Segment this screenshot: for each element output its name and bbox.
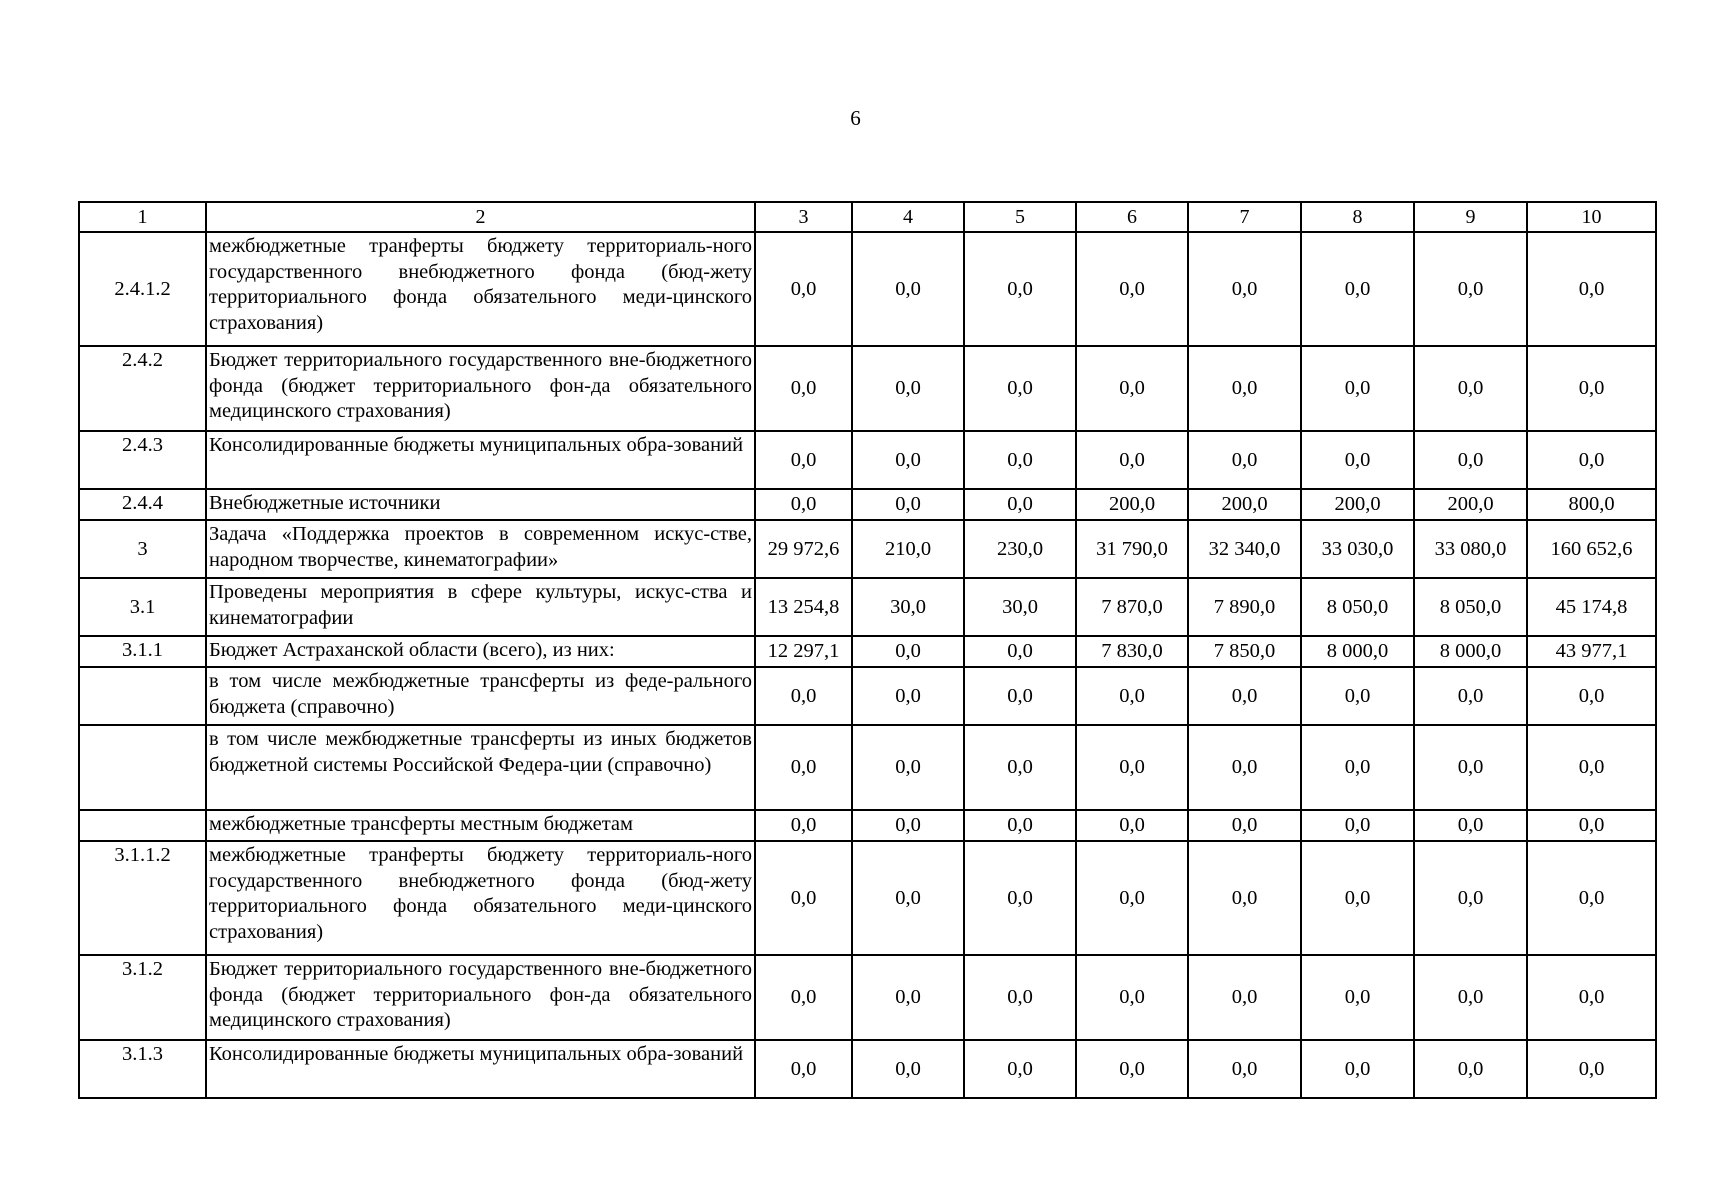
value-cell: 0,0 — [852, 431, 964, 489]
table-row — [79, 955, 1656, 1040]
value-cell: 0,0 — [1188, 841, 1301, 955]
row-description: Задача «Поддержка проектов в современном искус-стве, народном творчестве, кинематографии» — [206, 520, 755, 578]
value-cell: 0,0 — [1414, 955, 1527, 1040]
value-cell: 0,0 — [964, 489, 1076, 520]
value-cell: 7 850,0 — [1188, 636, 1301, 667]
row-code: 3.1 — [79, 578, 206, 636]
value-cell: 0,0 — [852, 636, 964, 667]
table-row — [79, 346, 1656, 431]
table-row — [79, 725, 1656, 810]
row-code: 3.1.2 — [79, 955, 206, 1040]
table-row — [79, 431, 1656, 489]
row-description: Бюджет территориального государственного вне-бюджетного фонда (бюджет территориального фон-да обязательного медицинского страхования) — [206, 346, 755, 431]
value-cell: 0,0 — [1188, 667, 1301, 725]
value-cell: 7 830,0 — [1076, 636, 1188, 667]
value-cell: 0,0 — [1188, 1040, 1301, 1098]
value-cell: 0,0 — [1527, 725, 1656, 810]
value-cell: 0,0 — [964, 725, 1076, 810]
table-row — [79, 636, 1656, 667]
row-code — [79, 810, 206, 841]
table-row — [79, 489, 1656, 520]
row-code: 3.1.3 — [79, 1040, 206, 1098]
value-cell: 0,0 — [1301, 346, 1414, 431]
value-cell: 0,0 — [1188, 725, 1301, 810]
value-cell: 0,0 — [1527, 667, 1656, 725]
value-cell: 0,0 — [755, 810, 852, 841]
value-cell: 0,0 — [964, 346, 1076, 431]
value-cell: 7 870,0 — [1076, 578, 1188, 636]
value-cell: 0,0 — [852, 346, 964, 431]
value-cell: 160 652,6 — [1527, 520, 1656, 578]
value-cell: 0,0 — [964, 232, 1076, 346]
value-cell: 0,0 — [964, 841, 1076, 955]
value-cell: 0,0 — [964, 810, 1076, 841]
value-cell: 0,0 — [755, 431, 852, 489]
value-cell: 0,0 — [1301, 841, 1414, 955]
value-cell: 0,0 — [964, 667, 1076, 725]
value-cell: 0,0 — [1527, 841, 1656, 955]
value-cell: 0,0 — [1076, 232, 1188, 346]
value-cell: 800,0 — [1527, 489, 1656, 520]
header-row — [79, 202, 1656, 232]
value-cell: 30,0 — [852, 578, 964, 636]
value-cell: 0,0 — [852, 1040, 964, 1098]
value-cell: 0,0 — [1414, 667, 1527, 725]
value-cell: 0,0 — [1076, 1040, 1188, 1098]
value-cell: 0,0 — [755, 346, 852, 431]
row-description: в том числе межбюджетные трансферты из иных бюджетов бюджетной системы Российской Федера-ции (справочно) — [206, 725, 755, 810]
header-cell: 9 — [1414, 202, 1527, 232]
value-cell: 0,0 — [1301, 431, 1414, 489]
value-cell: 200,0 — [1188, 489, 1301, 520]
value-cell: 0,0 — [1527, 1040, 1656, 1098]
value-cell: 12 297,1 — [755, 636, 852, 667]
value-cell: 0,0 — [964, 431, 1076, 489]
page-number: 6 — [850, 106, 861, 130]
value-cell: 0,0 — [1301, 667, 1414, 725]
value-cell: 43 977,1 — [1527, 636, 1656, 667]
row-description: Консолидированные бюджеты муниципальных обра-зований — [206, 1040, 755, 1098]
row-description: Бюджет территориального государственного вне-бюджетного фонда (бюджет территориального фон-да обязательного медицинского страхования) — [206, 955, 755, 1040]
value-cell: 0,0 — [1527, 346, 1656, 431]
row-code: 2.4.2 — [79, 346, 206, 431]
value-cell: 0,0 — [1527, 232, 1656, 346]
value-cell: 0,0 — [755, 955, 852, 1040]
value-cell: 0,0 — [1076, 431, 1188, 489]
value-cell: 0,0 — [1076, 667, 1188, 725]
value-cell: 13 254,8 — [755, 578, 852, 636]
value-cell: 0,0 — [755, 489, 852, 520]
value-cell: 0,0 — [1414, 346, 1527, 431]
header-cell: 5 — [964, 202, 1076, 232]
header-cell: 2 — [206, 202, 755, 232]
value-cell: 32 340,0 — [1188, 520, 1301, 578]
table-row — [79, 520, 1656, 578]
value-cell: 45 174,8 — [1527, 578, 1656, 636]
value-cell: 230,0 — [964, 520, 1076, 578]
row-code: 2.4.3 — [79, 431, 206, 489]
value-cell: 0,0 — [1076, 725, 1188, 810]
value-cell: 0,0 — [1527, 431, 1656, 489]
row-code: 2.4.4 — [79, 489, 206, 520]
row-description: межбюджетные трансферты местным бюджетам — [206, 810, 755, 841]
header-cell: 1 — [79, 202, 206, 232]
table-row — [79, 1040, 1656, 1098]
value-cell: 0,0 — [852, 955, 964, 1040]
row-code: 3 — [79, 520, 206, 578]
value-cell: 0,0 — [755, 725, 852, 810]
value-cell: 0,0 — [852, 841, 964, 955]
table-row — [79, 578, 1656, 636]
value-cell: 0,0 — [755, 232, 852, 346]
value-cell: 0,0 — [1301, 810, 1414, 841]
value-cell: 8 000,0 — [1414, 636, 1527, 667]
value-cell: 0,0 — [1076, 810, 1188, 841]
value-cell: 8 050,0 — [1414, 578, 1527, 636]
value-cell: 0,0 — [1188, 232, 1301, 346]
row-code: 3.1.1.2 — [79, 841, 206, 955]
value-cell: 33 080,0 — [1414, 520, 1527, 578]
value-cell: 0,0 — [755, 667, 852, 725]
budget-table — [78, 201, 1657, 1099]
value-cell: 0,0 — [1188, 810, 1301, 841]
value-cell: 0,0 — [964, 1040, 1076, 1098]
value-cell: 31 790,0 — [1076, 520, 1188, 578]
table-row — [79, 810, 1656, 841]
value-cell: 0,0 — [852, 810, 964, 841]
value-cell: 0,0 — [755, 841, 852, 955]
value-cell: 0,0 — [1414, 725, 1527, 810]
value-cell: 0,0 — [1527, 810, 1656, 841]
value-cell: 0,0 — [1527, 955, 1656, 1040]
value-cell: 0,0 — [1188, 346, 1301, 431]
value-cell: 0,0 — [1301, 1040, 1414, 1098]
value-cell: 7 890,0 — [1188, 578, 1301, 636]
value-cell: 0,0 — [964, 955, 1076, 1040]
value-cell: 0,0 — [1301, 232, 1414, 346]
header-cell: 4 — [852, 202, 964, 232]
value-cell: 0,0 — [852, 725, 964, 810]
row-description: межбюджетные транферты бюджету территориаль-ного государственного внебюджетного фонда (бюд-жету территориального фонда обязательного меди-цинского страхования) — [206, 841, 755, 955]
value-cell: 0,0 — [1076, 841, 1188, 955]
table-row — [79, 841, 1656, 955]
value-cell: 0,0 — [1076, 346, 1188, 431]
table-row — [79, 667, 1656, 725]
value-cell: 0,0 — [852, 232, 964, 346]
value-cell: 8 050,0 — [1301, 578, 1414, 636]
header-cell: 3 — [755, 202, 852, 232]
row-description: в том числе межбюджетные трансферты из феде-рального бюджета (справочно) — [206, 667, 755, 725]
row-description: Бюджет Астраханской области (всего), из них: — [206, 636, 755, 667]
value-cell: 0,0 — [1414, 1040, 1527, 1098]
value-cell: 200,0 — [1076, 489, 1188, 520]
value-cell: 0,0 — [1188, 955, 1301, 1040]
value-cell: 0,0 — [1188, 431, 1301, 489]
value-cell: 8 000,0 — [1301, 636, 1414, 667]
row-description: Внебюджетные источники — [206, 489, 755, 520]
value-cell: 0,0 — [1301, 725, 1414, 810]
row-code — [79, 725, 206, 810]
value-cell: 0,0 — [1414, 841, 1527, 955]
row-code: 2.4.1.2 — [79, 232, 206, 346]
value-cell: 200,0 — [1301, 489, 1414, 520]
value-cell: 0,0 — [852, 489, 964, 520]
value-cell: 210,0 — [852, 520, 964, 578]
value-cell: 200,0 — [1414, 489, 1527, 520]
table-row — [79, 232, 1656, 346]
header-cell: 7 — [1188, 202, 1301, 232]
row-code: 3.1.1 — [79, 636, 206, 667]
value-cell: 0,0 — [1076, 955, 1188, 1040]
value-cell: 0,0 — [1414, 810, 1527, 841]
header-cell: 10 — [1527, 202, 1656, 232]
value-cell: 30,0 — [964, 578, 1076, 636]
row-code — [79, 667, 206, 725]
value-cell: 0,0 — [964, 636, 1076, 667]
value-cell: 0,0 — [1414, 431, 1527, 489]
value-cell: 29 972,6 — [755, 520, 852, 578]
row-description: Консолидированные бюджеты муниципальных обра-зований — [206, 431, 755, 489]
header-cell: 6 — [1076, 202, 1188, 232]
value-cell: 0,0 — [755, 1040, 852, 1098]
value-cell: 33 030,0 — [1301, 520, 1414, 578]
row-description: межбюджетные транферты бюджету территориаль-ного государственного внебюджетного фонда (бюд-жету территориального фонда обязательного меди-цинского страхования) — [206, 232, 755, 346]
header-cell: 8 — [1301, 202, 1414, 232]
value-cell: 0,0 — [1414, 232, 1527, 346]
row-description: Проведены мероприятия в сфере культуры, искус-ства и кинематографии — [206, 578, 755, 636]
value-cell: 0,0 — [1301, 955, 1414, 1040]
value-cell: 0,0 — [852, 667, 964, 725]
